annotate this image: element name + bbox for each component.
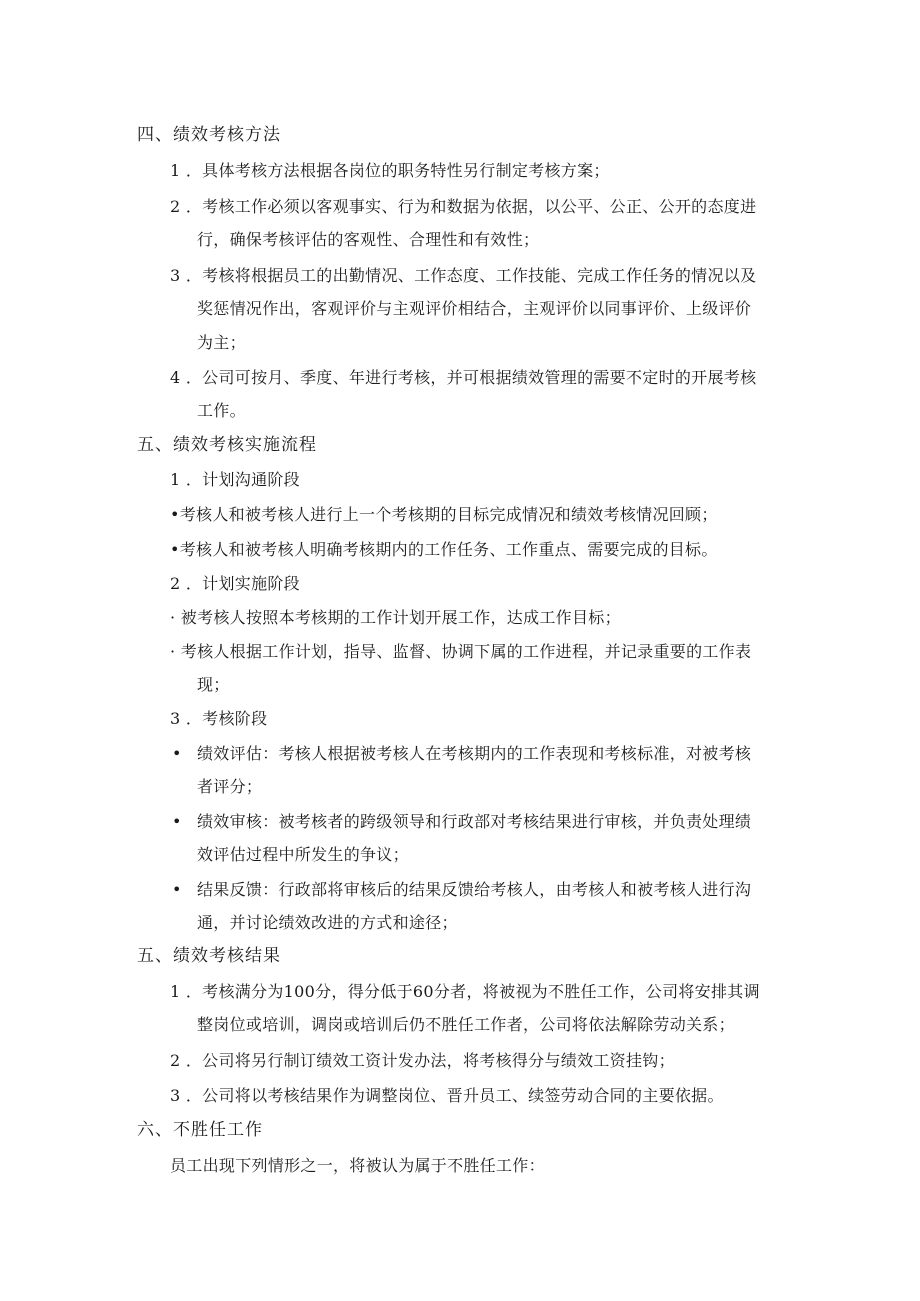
bullet-item-continuation: 效评估过程中所发生的争议； [197,845,409,864]
stage-title: 2 ．计划实施阶段 [170,574,300,593]
list-item-continuation: 为主； [197,333,246,352]
section-heading: 四、绩效考核方法 [137,125,281,145]
stage-title: 1 ．计划沟通阶段 [170,470,300,489]
list-item: 2 ．考核工作必须以客观事实、行为和数据为依据，以公平、公正、公开的态度进 [170,197,757,216]
list-item: 1 ．考核满分为100分，得分低于60分者，将被视为不胜任工作，公司将安排其调 [170,982,760,1001]
list-item-continuation: 整岗位或培训，调岗或培训后仍不胜任工作者，公司将依法解除劳动关系； [197,1015,735,1034]
bullet-item: 结果反馈：行政部将审核后的结果反馈给考核人，由考核人和被考核人进行沟 [197,880,752,899]
paragraph-text: 员工出现下列情形之一，将被认为属于不胜任工作： [170,1156,545,1175]
section-heading: 六、不胜任工作 [137,1120,263,1140]
bullet-item-continuation: 者评分； [197,777,263,796]
bullet-item: •考核人和被考核人明确考核期内的工作任务、工作重点、需要完成的目标。 [170,540,718,559]
stage-title: 3 ．考核阶段 [170,709,268,728]
bullet-icon: • [172,744,182,763]
bullet-item: •考核人和被考核人进行上一个考核期的目标完成情况和绩效考核情况回顾； [170,505,718,524]
bullet-item-continuation: 通，并讨论绩效改进的方式和途径； [197,913,458,932]
list-item-continuation: 奖惩情况作出，客观评价与主观评价相结合，主观评价以同事评价、上级评价 [197,299,752,318]
section-heading: 五、绩效考核结果 [137,946,281,966]
section-heading: 五、绩效考核实施流程 [137,435,317,455]
list-item: 3 ．公司将以考核结果作为调整岗位、晋升员工、续签劳动合同的主要依据。 [170,1086,724,1105]
list-item-continuation: 工作。 [197,401,246,420]
bullet-icon: • [172,880,182,899]
list-item: 1 ．具体考核方法根据各岗位的职务特性另行制定考核方案； [170,161,610,180]
bullet-item: 绩效评估：考核人根据被考核人在考核期内的工作表现和考核标准，对被考核 [197,744,752,763]
bullet-item-continuation: 现； [197,675,230,694]
list-item-continuation: 行，确保考核评估的客观性、合理性和有效性； [197,230,540,249]
bullet-icon: • [172,812,182,831]
bullet-item: 绩效审核：被考核者的跨级领导和行政部对考核结果进行审核，并负责处理绩 [197,812,752,831]
list-item: 2 ．公司将另行制订绩效工资计发办法，将考核得分与绩效工资挂钩； [170,1051,675,1070]
list-item: 3 ．考核将根据员工的出勤情况、工作态度、工作技能、完成工作任务的情况以及 [170,266,757,285]
list-item: 4 ．公司可按月、季度、年进行考核，并可根据绩效管理的需要不定时的开展考核 [170,368,757,387]
bullet-item: · 考核人根据工作计划，指导、监督、协调下属的工作进程，并记录重要的工作表 [170,642,752,661]
bullet-item: · 被考核人按照本考核期的工作计划开展工作，达成工作目标； [170,608,621,627]
